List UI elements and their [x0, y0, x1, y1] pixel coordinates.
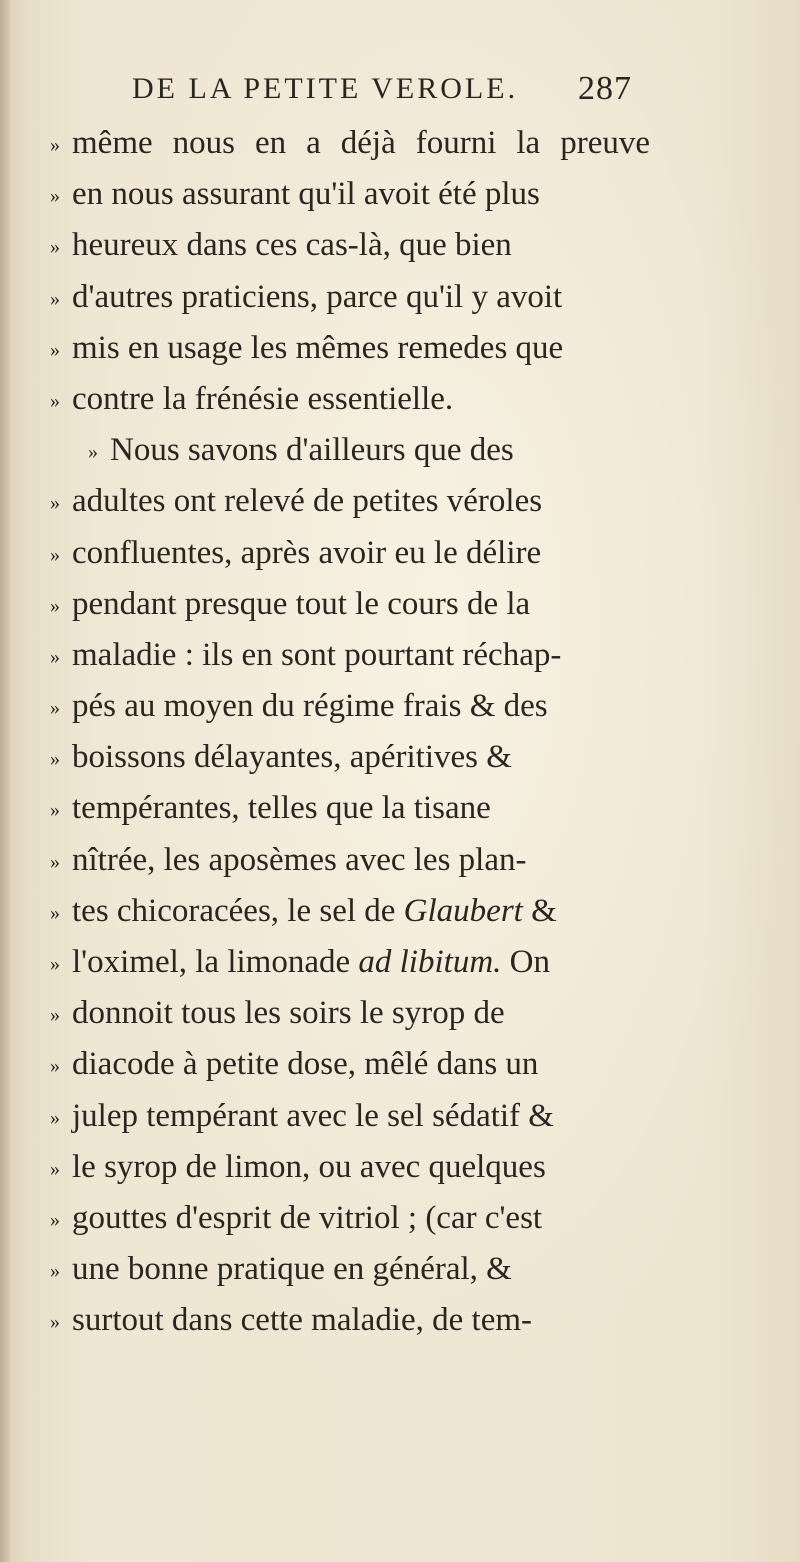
text-line — [50, 1091, 650, 1142]
text-line — [50, 528, 650, 579]
quote-mark: » — [50, 134, 60, 156]
quote-mark: » — [50, 1157, 60, 1180]
line-text-end: & — [531, 892, 557, 929]
text-line — [50, 732, 650, 783]
quote-mark: » — [50, 389, 60, 412]
line-text: maladie : ils en sont pourtant réchap- — [72, 636, 562, 673]
text-line — [50, 220, 650, 271]
page-header — [132, 72, 632, 120]
line-text: en nous assurant qu'il avoit été plus — [72, 176, 540, 213]
line-text: même nous en a déjà fourni la preuve — [72, 125, 650, 161]
text-line — [50, 783, 650, 834]
quote-mark: » — [50, 1260, 60, 1283]
line-text: pendant presque tout le cours de la — [72, 585, 531, 622]
line-text: d'autres praticiens, parce qu'il y avoit — [72, 278, 563, 315]
quote-mark: » — [50, 492, 60, 515]
text-line — [50, 835, 650, 886]
text-line — [50, 988, 650, 1039]
quote-mark: » — [50, 697, 60, 720]
quote-mark: » — [50, 543, 60, 566]
line-text: donnoit tous les soirs le syrop de — [72, 995, 505, 1032]
line-text: boissons délayantes, apéritives & — [72, 739, 512, 776]
text-line — [50, 425, 650, 476]
text-line — [50, 118, 650, 169]
text-line — [50, 937, 650, 988]
text-line — [50, 1244, 650, 1295]
text-line — [50, 886, 650, 937]
quote-mark: » — [50, 645, 60, 668]
line-text: julep tempérant avec le sel sédatif & — [72, 1097, 554, 1134]
line-text: pés au moyen du régime frais & des — [72, 688, 548, 725]
line-text: tes chicoracées, le sel de — [72, 892, 396, 929]
page-gutter — [0, 0, 10, 1562]
quote-mark: » — [50, 1311, 60, 1334]
quote-mark: » — [50, 850, 60, 873]
text-line — [50, 169, 650, 220]
quote-mark: » — [50, 953, 60, 975]
quote-mark: » — [50, 748, 60, 771]
quote-mark: » — [50, 799, 60, 822]
quote-mark: » — [50, 901, 60, 924]
quote-mark: » — [88, 441, 98, 464]
quote-mark: » — [50, 287, 60, 310]
text-line — [50, 374, 650, 425]
text-line — [50, 579, 650, 630]
italic-text: ad libitum. — [358, 944, 502, 980]
quote-mark: » — [50, 1208, 60, 1231]
line-text: gouttes d'esprit de vitriol ; (car c'est — [72, 1199, 543, 1236]
quote-mark: » — [50, 236, 60, 259]
line-text: confluentes, après avoir eu le délire — [72, 534, 542, 571]
page-number: 287 — [578, 70, 632, 107]
line-text: diacode à petite dose, mêlé dans un — [72, 1046, 539, 1083]
quote-mark: » — [50, 338, 60, 361]
line-text: une bonne pratique en général, & — [72, 1251, 512, 1288]
body-text — [50, 118, 650, 1347]
line-text: l'oximel, la limonade — [72, 944, 351, 980]
line-text: adultes ont relevé de petites véroles — [72, 483, 543, 520]
running-title: DE LA PETITE VEROLE. — [132, 72, 519, 105]
text-line — [50, 272, 650, 323]
text-line — [50, 1039, 650, 1090]
text-line — [50, 630, 650, 681]
line-text: nîtrée, les aposèmes avec les plan- — [72, 841, 527, 878]
line-text: tempérantes, telles que la tisane — [72, 790, 491, 827]
text-line — [50, 1295, 650, 1346]
line-text: Nous savons d'ailleurs que des — [110, 432, 514, 469]
line-text: le syrop de limon, ou avec quelques — [72, 1148, 546, 1185]
quote-mark: » — [50, 1004, 60, 1027]
line-text: mis en usage les mêmes remedes que — [72, 329, 564, 366]
line-text: contre la frénésie essentielle. — [72, 380, 454, 417]
line-text-end: On — [509, 944, 550, 980]
italic-text: Glaubert — [403, 892, 523, 929]
text-line — [50, 681, 650, 732]
quote-mark: » — [50, 185, 60, 208]
text-line — [50, 1142, 650, 1193]
text-line — [50, 1193, 650, 1244]
quote-mark: » — [50, 1106, 60, 1129]
text-line — [50, 323, 650, 374]
line-text: surtout dans cette maladie, de tem- — [72, 1302, 533, 1339]
quote-mark: » — [50, 1055, 60, 1078]
quote-mark: » — [50, 594, 60, 617]
line-text: heureux dans ces cas-là, que bien — [72, 227, 512, 264]
text-line — [50, 476, 650, 527]
